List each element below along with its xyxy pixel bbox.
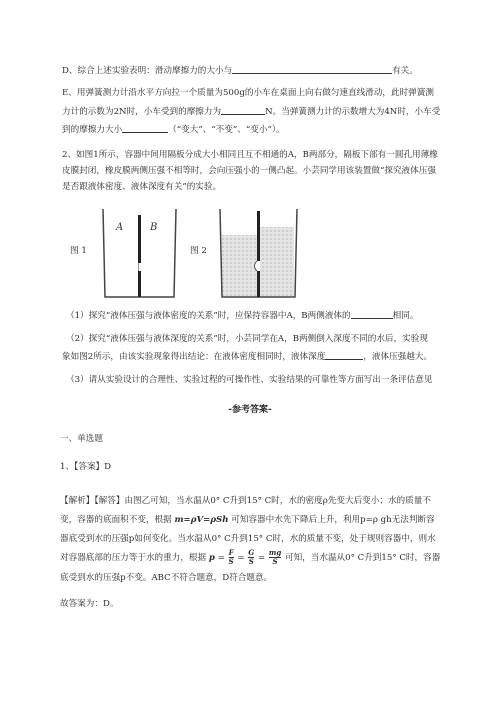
analysis-line2: 变，容器的底面积不变，根据 m=ρV=ρSh 可知容器中水先下降后上升，利用p=ρ gh无法判断容 <box>60 515 435 525</box>
answer-blank <box>122 123 168 133</box>
sub-question-2-line1: （2）探究“液体压强与液体深度的关系”时，小芸同学在A，B两侧倒入深度不同的水后，实验现 <box>66 334 428 344</box>
question-e-line2: 力计的示数为2N时，小车受到的摩擦力为 N。当弹簧测力计的示数增大为4N时，小车受 <box>62 107 441 117</box>
question-e-line3: 到的摩擦力大小 （“变大”、“不变”、“变小”）。 <box>62 125 285 135</box>
figure-2-container <box>217 205 299 300</box>
water-side-a <box>222 235 257 296</box>
question-2-line3: 是否跟液体密度、液体深度有关”的实验。 <box>62 182 222 192</box>
section-heading: 一、单选题 <box>60 434 103 444</box>
answer-1: 1、【答案】D <box>60 462 112 472</box>
figure-1-label: 图 1 <box>70 246 87 256</box>
water-side-b <box>260 227 294 296</box>
divider-plate <box>138 215 141 297</box>
question-2-line2: 皮膜封闭，橡皮膜两侧压强不相等时，会向压强小的一侧凸起。小芸同学用该装置做“探究液体压强 <box>62 166 436 176</box>
conclusion: 故答案为：D。 <box>60 599 119 609</box>
divider-plate <box>257 211 260 297</box>
figure-1-container <box>100 205 178 300</box>
analysis-line5: 底受到水的压强p不变。ABC不符合题意，D符合题意。 <box>60 573 273 583</box>
answer-section-title: -参考答案- <box>228 405 272 415</box>
question-2-line1: 2、如图1所示，容器中间用隔板分成大小相同且互不相通的A，B两部分，隔板下部有一圆孔用薄橡 <box>62 150 438 160</box>
analysis-line3: 器底受到水的压强p如何变化。当水温从0° C升到15° C时，水的质量不变，处于规则容器中，则水 <box>60 534 436 544</box>
sub-question-1: （1）探究“液体压强与液体密度的关系”时，应保持容器中A，B两侧液体的 相同。 <box>66 311 419 321</box>
question-d: D、综合上述实验表明：滑动摩擦力的大小与 有关。 <box>62 66 418 76</box>
answer-blank <box>325 350 363 360</box>
figure-2-label: 图 2 <box>190 246 207 256</box>
sub-question-3: （3）请从实验设计的合理性、实验过程的可操作性、实验结果的可靠性等方面写出一条评估意见 <box>66 375 433 385</box>
formula-mass: m=ρV=ρSh <box>174 515 229 525</box>
question-e-line1: E、用弹簧测力计沿水平方向拉一个质量为500g的小车在桌面上向右做匀速直线滑动，此时弹簧测 <box>62 88 434 98</box>
label-b: B <box>150 222 158 233</box>
answer-blank <box>232 64 392 74</box>
label-a: A <box>116 222 124 233</box>
analysis-line1: 【解析】【解答】由图乙可知，当水温从0° C升到15° C时，水的密度ρ先变大后变小；水的质量不 <box>60 496 431 506</box>
formula-pressure: p = $\frac{F}{S}$ = $\frac{G}{S}$ = $\frac{mg}{S}$ <box>208 548 282 566</box>
analysis-line4: 对容器底部的压力等于水的重力，根据 p = $\frac{F}{S}$ = $\frac{G}{S}$ = $\frac{mg}{S}$ 可知，当水温从0° C升到15° C时，容器 <box>60 548 441 566</box>
sub-question-2-line2: 象如图2所示，由该实验现象得出结论：在液体密度相同时，液体深度 ，液体压强越大。 <box>62 352 433 362</box>
answer-blank <box>221 105 265 115</box>
answer-blank <box>351 309 393 319</box>
